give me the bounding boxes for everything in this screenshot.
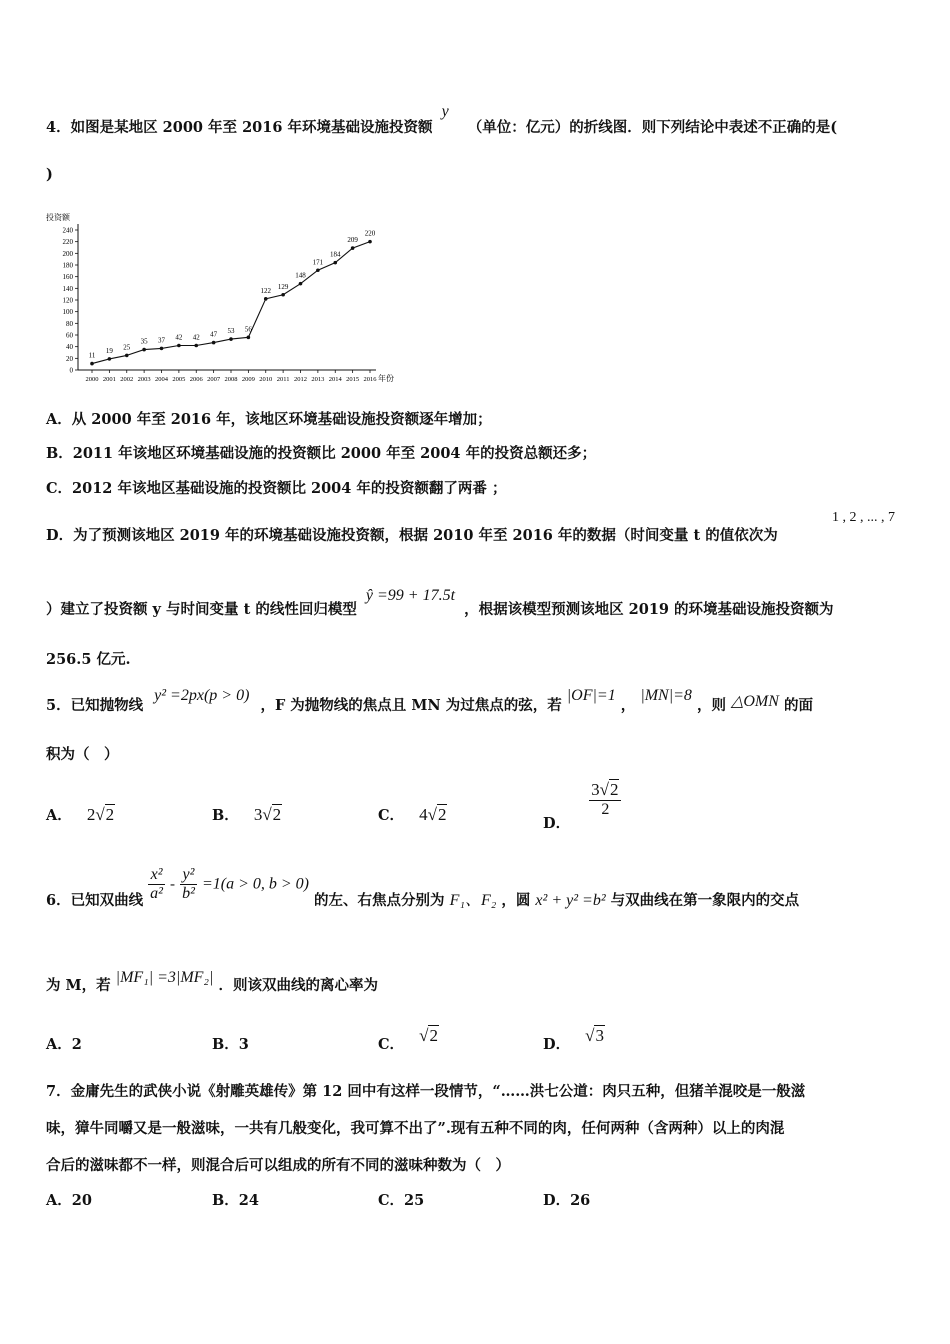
chart-data-point xyxy=(368,240,372,244)
q6-a-squared: a² xyxy=(150,885,163,902)
chart-data-point xyxy=(299,282,303,286)
q6-option-d-radicand: 3 xyxy=(595,1026,604,1045)
q5-stem-text-2: ，F 为抛物线的焦点且 MN 为过焦点的弦，若 xyxy=(260,697,562,714)
chart-x-tick-label: 2000 xyxy=(85,376,99,383)
q6-b-squared: b² xyxy=(182,885,195,902)
q5-option-b-coef: 3 xyxy=(253,805,263,824)
chart-x-tick-label: 2013 xyxy=(311,376,325,383)
q4-regression-model: ŷ =99 + 17.5t xyxy=(365,587,456,604)
q4-option-d-line3: 256.5 亿元. xyxy=(46,651,131,668)
chart-data-label: 47 xyxy=(210,330,218,339)
chart-x-tick-label: 2015 xyxy=(346,376,360,383)
q6-stem-text-5: 为 M，若 xyxy=(46,977,111,994)
chart-y-tick-label: 0 xyxy=(69,366,73,375)
chart-y-tick-label: 140 xyxy=(62,284,73,293)
chart-x-tick-label: 2006 xyxy=(189,376,203,383)
chart-data-label: 53 xyxy=(227,327,235,336)
q5-option-b: B． 3√2 xyxy=(212,805,282,824)
q5-parabola-equation: y² =2px(p > 0) xyxy=(154,687,250,704)
chart-ylabel: 投资额 xyxy=(46,213,70,222)
chart-data-label: 25 xyxy=(123,343,131,352)
chart-y-tick-label: 20 xyxy=(66,354,73,363)
chart-y-tick-label: 120 xyxy=(62,296,73,305)
chart-data-label: 37 xyxy=(158,336,165,345)
chart-data-label: 56 xyxy=(244,325,252,334)
chart-y-tick-label: 240 xyxy=(62,226,73,235)
q7-stem-line2: 味，獐牛同嚼又是一般滋味，一共有几般变化，我可算不出了”.现有五种不同的肉，任何两种（含两种）以上的肉混 xyxy=(46,1120,785,1137)
chart-x-tick-label: 2003 xyxy=(137,376,151,383)
q4-option-d-line1 xyxy=(46,524,778,545)
chart-data-point xyxy=(212,341,216,345)
q6-stem-text-4: 与双曲线在第一象限内的交点 xyxy=(610,891,800,909)
chart-y-tick-label: 60 xyxy=(66,331,73,340)
q5-stem-text: 5．已知抛物线 xyxy=(46,697,144,714)
investment-line-chart xyxy=(44,208,404,390)
chart-y-tick-label: 40 xyxy=(66,343,73,352)
q5-option-d-num-coef: 3 xyxy=(591,780,600,799)
q5-stem-line1 xyxy=(46,687,813,715)
q6-minus-sign: - xyxy=(170,876,176,893)
q7-option-a: A．20 xyxy=(46,1192,92,1209)
chart-y-tick-label: 160 xyxy=(62,273,73,282)
chart-data-label: 129 xyxy=(277,282,289,291)
q7-option-d: D．26 xyxy=(543,1192,591,1209)
q5-option-a-label: A． xyxy=(46,807,72,824)
chart-data-point xyxy=(281,293,285,297)
q5-stem-text-4: 的面 xyxy=(783,697,813,714)
q5-option-a-coef: 2 xyxy=(86,805,96,824)
chart-data-point xyxy=(333,261,337,265)
q6-x-squared: x² xyxy=(148,866,165,885)
q6-foci: F₁、F₂ xyxy=(449,891,497,909)
chart-x-tick-label: 2007 xyxy=(207,376,221,383)
chart-x-tick-label: 2016 xyxy=(363,376,377,383)
chart-data-label: 42 xyxy=(192,333,200,342)
chart-x-tick-label: 2011 xyxy=(276,376,290,383)
q6-stem-text-6: ．则该双曲线的离心率为 xyxy=(218,977,378,994)
q4-stem-line1 xyxy=(46,103,838,137)
q5-of-condition: |OF|=1 xyxy=(566,687,616,704)
q5-option-c: C． 4√2 xyxy=(378,805,447,824)
q4-var-y: y xyxy=(441,103,449,120)
q4-stem-text-2: （单位：亿元）的折线图．则下列结论中表述不正确的是( xyxy=(467,119,838,136)
chart-data-point xyxy=(264,297,268,301)
q5-option-d-denominator: 2 xyxy=(601,801,610,818)
q5-option-a: A． 2√2 xyxy=(46,805,115,824)
chart-data-point xyxy=(177,344,181,348)
q4-option-d-line2 xyxy=(46,587,834,619)
chart-data-label: 148 xyxy=(295,271,306,280)
chart-data-point xyxy=(194,344,198,348)
chart-series-line xyxy=(92,242,370,364)
chart-data-point xyxy=(142,348,146,352)
q6-stem-text-3: ，圆 xyxy=(501,891,531,909)
chart-y-tick-label: 100 xyxy=(62,308,73,317)
q4-stem-line2: ) xyxy=(46,166,53,183)
q6-y-squared: y² xyxy=(180,866,197,885)
q4-option-d-text: D．为了预测该地区 2019 年的环境基础设施投资额，根据 2010 年至 2016 年的数据（时间变量 t 的值依次为 xyxy=(46,527,778,544)
q6-stem-line1 xyxy=(46,866,800,909)
q6-hyperbola-condition: =1(a > 0, b > 0) xyxy=(201,875,309,893)
q7-stem-line3: 合后的滋味都不一样，则混合后可以组成的所有不同的滋味种数为（ ） xyxy=(46,1157,510,1174)
q6-circle-equation: x² + y² =b² xyxy=(535,891,606,909)
chart-data-label: 35 xyxy=(140,337,148,346)
chart-x-tick-label: 2001 xyxy=(102,376,116,383)
q4-option-d-text-2: ）建立了投资额 y 与时间变量 t 的线性回归模型 xyxy=(46,601,357,618)
chart-data-label: 122 xyxy=(260,286,271,295)
q6-option-b: B．3 xyxy=(212,1036,249,1053)
q4-option-d-text-3: ，根据该模型预测该地区 2019 的环境基础设施投资额为 xyxy=(464,601,834,618)
q6-stem-text-2: 的左、右焦点分别为 xyxy=(314,891,445,909)
chart-x-tick-label: 2004 xyxy=(155,376,168,383)
q4-option-a: A．从 2000 年至 2016 年，该地区环境基础设施投资额逐年增加； xyxy=(46,411,492,428)
q6-option-c-label: C． xyxy=(378,1036,405,1053)
chart-data-label: 220 xyxy=(364,229,376,238)
chart-data-point xyxy=(351,246,355,250)
chart-data-label: 184 xyxy=(330,250,341,259)
chart-data-label: 11 xyxy=(88,351,96,360)
chart-y-tick-label: 180 xyxy=(62,261,73,270)
chart-data-point xyxy=(229,337,233,341)
q5-option-c-coef: 4 xyxy=(419,805,428,824)
q5-option-d: D． $\frac{3√2}{2}$ xyxy=(543,780,621,819)
chart-data-label: 42 xyxy=(175,333,183,342)
chart-data-point xyxy=(160,347,164,351)
chart-data-point xyxy=(247,336,251,340)
q5-triangle: △OMN xyxy=(731,693,779,710)
q6-stem-text: 6．已知双曲线 xyxy=(46,891,144,909)
chart-y-tick-label: 200 xyxy=(62,249,73,258)
q7-stem-line1: 7．金庸先生的武侠小说《射雕英雄传》第 12 回中有这样一段情节，“……洪七公道：肉只五种，但猪羊混咬是一般滋 xyxy=(46,1083,806,1100)
q7-option-b: B．24 xyxy=(212,1192,259,1209)
q5-stem-text-3: ，则 xyxy=(696,697,726,714)
q7-option-c: C．25 xyxy=(378,1192,425,1209)
q5-stem-line2: 积为（ ） xyxy=(46,746,119,763)
q5-option-d-label: D． xyxy=(543,814,571,832)
q4-option-d-sequence: 1 , 2 , ... , 7 xyxy=(832,510,895,525)
chart-data-label: 19 xyxy=(105,346,113,355)
chart-data-label: 171 xyxy=(312,258,324,267)
q5-option-c-label: C． xyxy=(378,807,405,824)
chart-x-tick-label: 2014 xyxy=(328,376,342,383)
chart-y-tick-label: 80 xyxy=(66,319,73,328)
q6-option-d-label: D． xyxy=(543,1036,571,1053)
chart-x-tick-label: 2008 xyxy=(224,376,238,383)
chart-data-point xyxy=(316,268,320,272)
q6-option-c: C． √2 xyxy=(378,1026,438,1053)
q5-option-b-label: B． xyxy=(212,807,239,824)
chart-y-tick-label: 220 xyxy=(62,238,73,247)
chart-data-label: 209 xyxy=(347,236,358,245)
q6-stem-line2 xyxy=(46,969,378,995)
q6-option-d: D． √3 xyxy=(543,1026,604,1053)
chart-x-tick-label: 2012 xyxy=(294,376,307,383)
q5-option-a-radicand: 2 xyxy=(105,805,115,824)
chart-x-tick-label: 2002 xyxy=(120,376,134,383)
q5-mn-condition: |MN|=8 xyxy=(640,687,692,704)
chart-x-tick-label: 2009 xyxy=(241,376,255,383)
chart-data-point xyxy=(108,357,112,361)
q5-option-d-num-radicand: 2 xyxy=(609,780,619,799)
q6-mf-condition: |MF₁| =3|MF₂| xyxy=(115,969,214,986)
q4-stem-text: 4．如图是某地区 2000 年至 2016 年环境基础设施投资额 xyxy=(46,119,433,136)
chart-x-tick-label: 2005 xyxy=(172,376,186,383)
q5-comma: ， xyxy=(620,697,636,714)
q4-option-c: C．2012 年该地区基础设施的投资额比 2004 年的投资额翻了两番 ； xyxy=(46,480,507,497)
chart-xlabel: 年份 xyxy=(378,374,394,383)
q6-option-c-radicand: 2 xyxy=(429,1026,438,1045)
chart-data-point xyxy=(125,354,129,358)
q5-option-b-radicand: 2 xyxy=(272,805,282,824)
q6-option-a: A．2 xyxy=(46,1036,82,1053)
chart-x-tick-label: 2010 xyxy=(259,376,273,383)
q4-option-b: B．2011 年该地区环境基础设施的投资额比 2000 年至 2004 年的投资总额还多； xyxy=(46,445,597,462)
chart-data-point xyxy=(90,362,94,366)
q5-option-c-radicand: 2 xyxy=(437,805,447,824)
